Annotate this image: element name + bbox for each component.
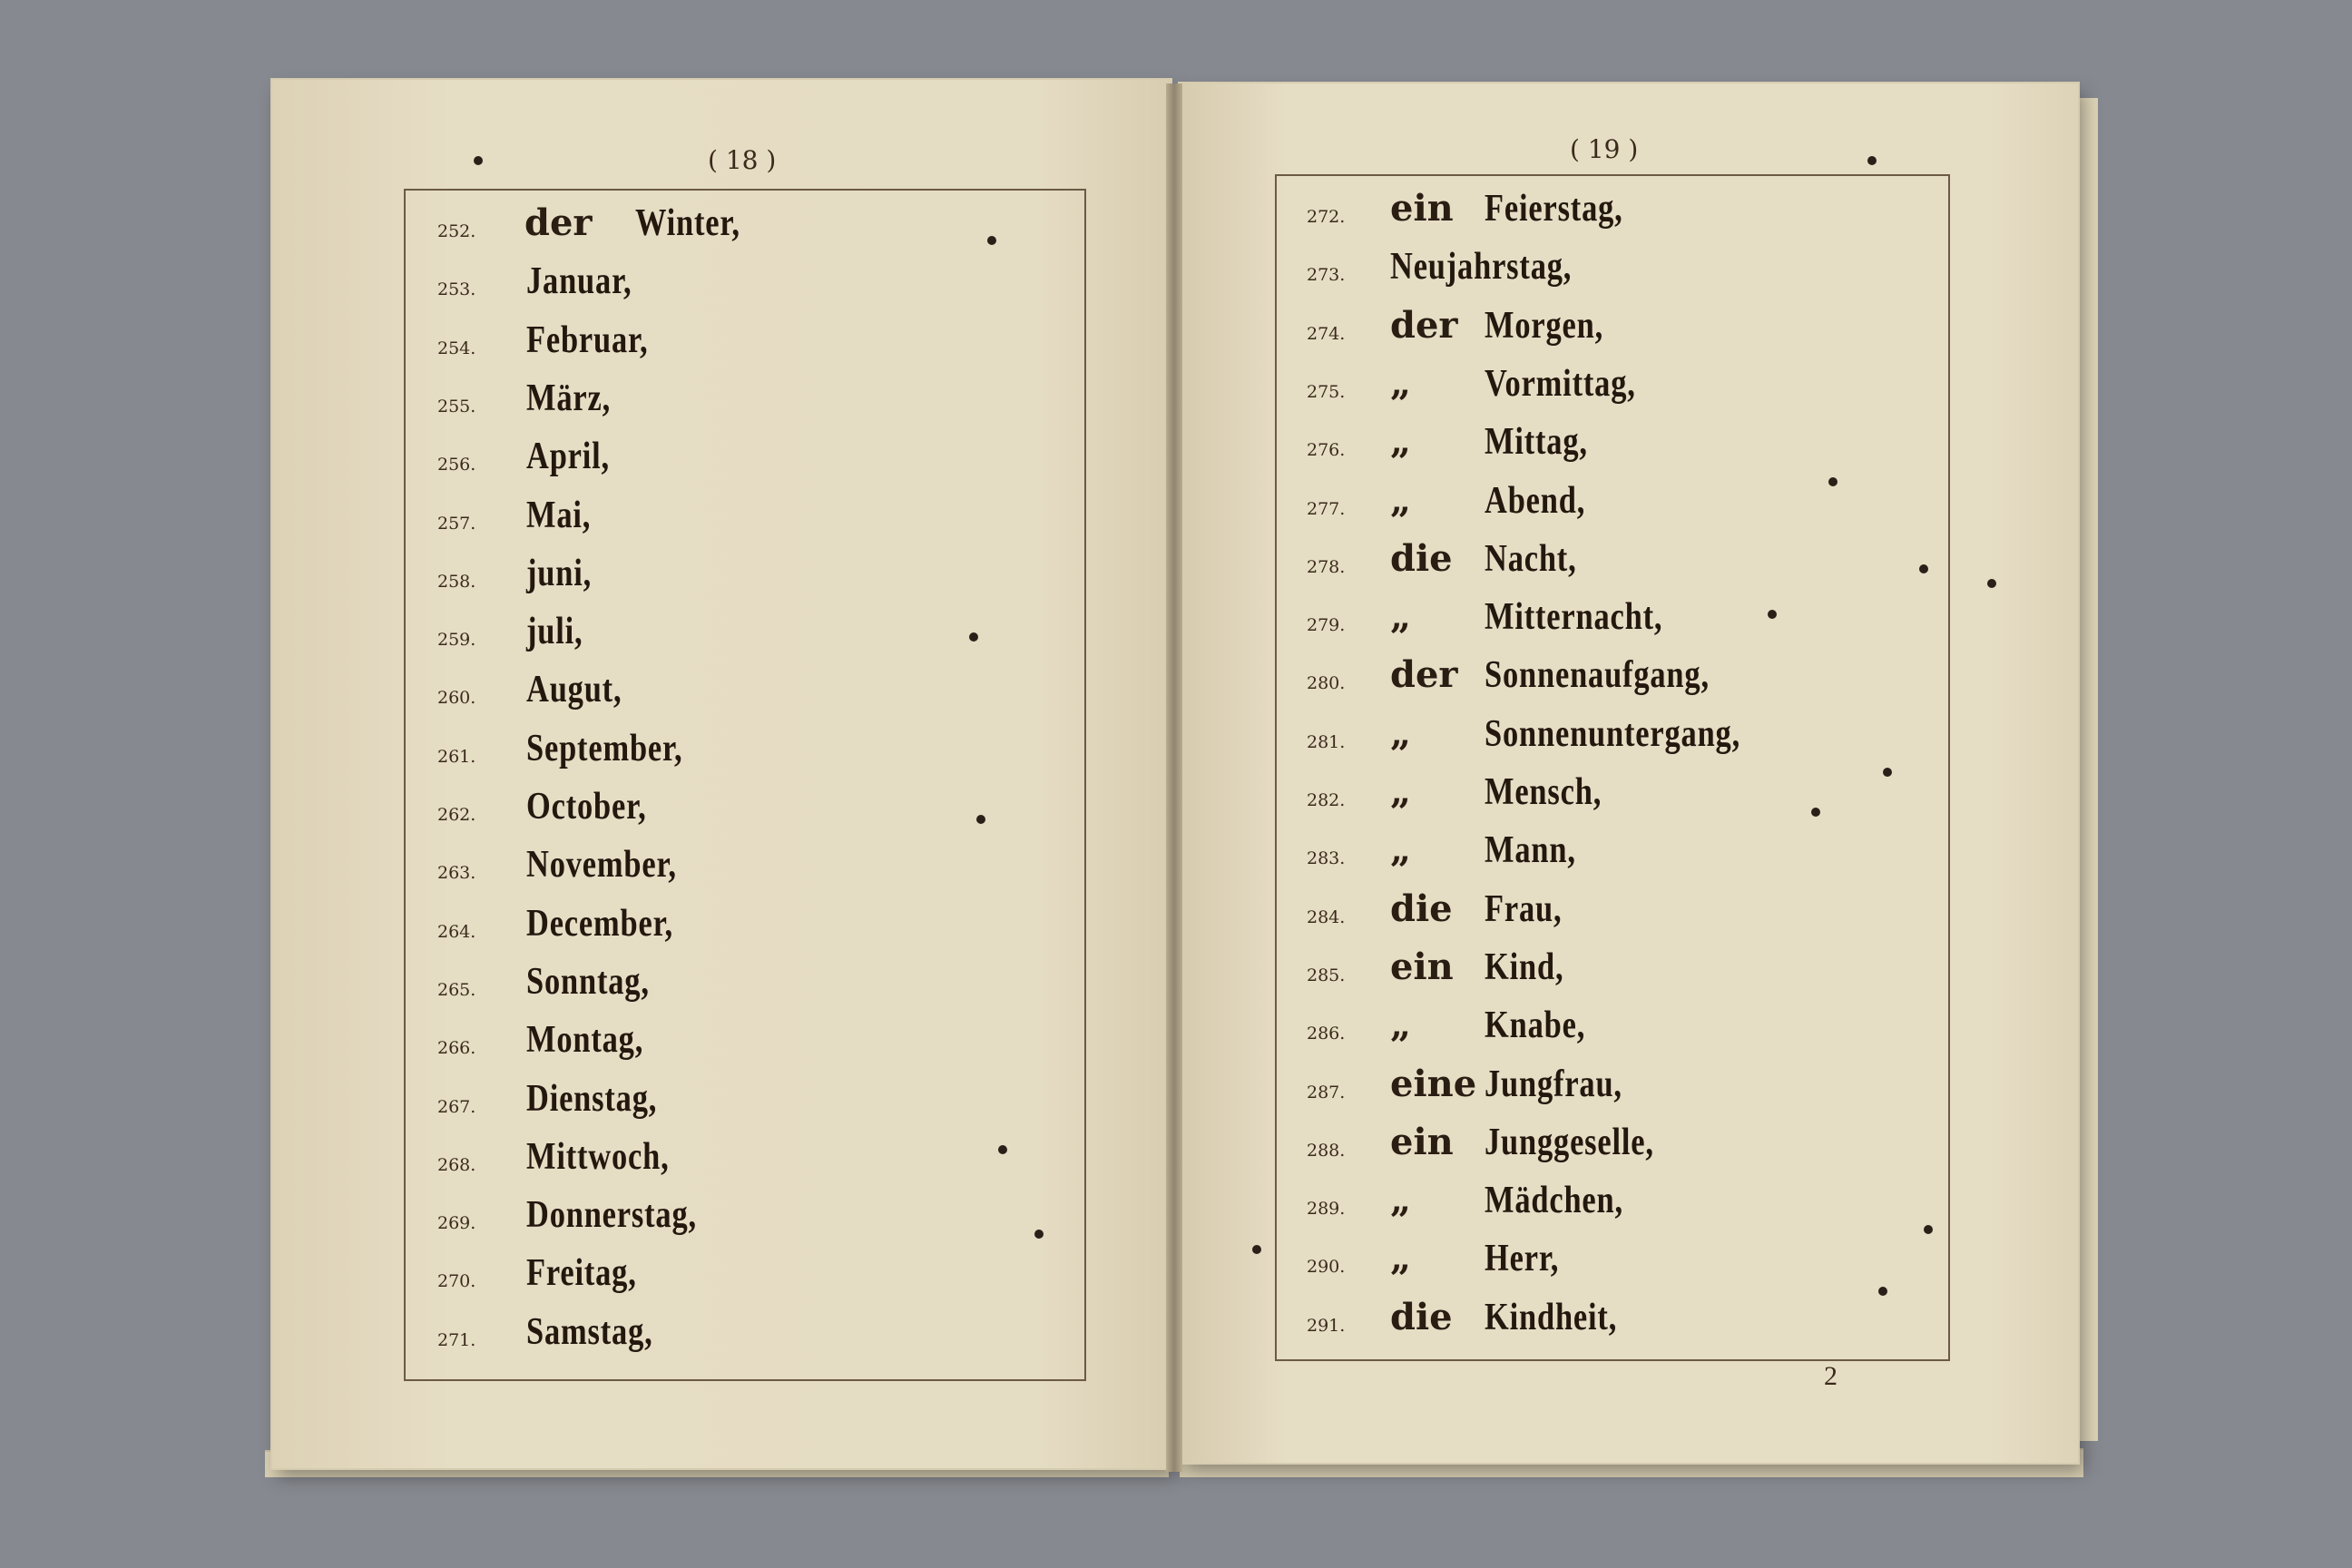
ink-speck [969, 632, 978, 642]
entry-word: Kind, [1485, 946, 1564, 988]
vocabulary-entry [437, 843, 1073, 899]
entry-word: September, [526, 727, 683, 769]
entry-number: 270. [437, 1271, 476, 1292]
entry-article: „ [1390, 361, 1412, 405]
entry-article: die [1390, 887, 1453, 930]
entry-number: 259. [437, 630, 476, 651]
vocabulary-entry [1307, 479, 1942, 535]
entry-number: 289. [1307, 1199, 1346, 1220]
entry-number: 275. [1307, 381, 1346, 402]
vocabulary-entry [1307, 828, 1942, 885]
entry-number: 281. [1307, 731, 1346, 752]
entry-article: „ [1390, 1004, 1412, 1047]
entry-word: Abend, [1485, 479, 1586, 522]
vocabulary-entry [437, 201, 1073, 258]
entry-word: December, [526, 902, 673, 945]
vocabulary-entry [1307, 1237, 1942, 1293]
vocabulary-entry [1307, 653, 1942, 710]
entry-word: Mai, [526, 494, 592, 536]
entry-word: Feierstag, [1485, 188, 1623, 230]
entry-word: Vormittag, [1485, 362, 1636, 405]
vocabulary-entry [1307, 1004, 1942, 1060]
entry-word: Mädchen, [1485, 1180, 1623, 1222]
ink-speck [1867, 156, 1877, 165]
vocabulary-entry [437, 668, 1073, 724]
ink-speck [1883, 768, 1892, 777]
entry-word: Junggeselle, [1485, 1121, 1654, 1163]
vocabulary-entry [1307, 712, 1942, 769]
vocabulary-entry [437, 785, 1073, 841]
vocabulary-entry [437, 1135, 1073, 1191]
vocabulary-entry [437, 1193, 1073, 1250]
entry-article: „ [1390, 1179, 1412, 1222]
entry-number: 287. [1307, 1082, 1346, 1102]
vocabulary-entry [1307, 304, 1942, 360]
ink-speck [1828, 477, 1838, 486]
vocabulary-entry [437, 377, 1073, 433]
entry-article: „ [1390, 828, 1412, 872]
entry-number: 253. [437, 279, 476, 300]
entry-number: 277. [1307, 498, 1346, 519]
book-gutter [1166, 83, 1182, 1472]
entry-word: Sonnenaufgang, [1485, 654, 1710, 697]
vocabulary-entry [437, 552, 1073, 608]
vocabulary-entry [437, 494, 1073, 550]
entry-word: Frau, [1485, 887, 1563, 930]
entry-number: 282. [1307, 790, 1346, 810]
ink-speck [1768, 610, 1777, 619]
entry-number: 255. [437, 396, 476, 416]
entry-article: „ [1390, 478, 1412, 522]
entry-word: Donnerstag, [526, 1194, 697, 1237]
entry-article: „ [1390, 420, 1412, 464]
entry-number: 252. [437, 221, 476, 241]
entry-word: Kindheit, [1485, 1296, 1618, 1338]
vocabulary-entry [1307, 770, 1942, 827]
entry-article: der [524, 201, 593, 244]
entry-word: Jungfrau, [1485, 1063, 1622, 1105]
ink-speck [1878, 1287, 1887, 1296]
signature-mark: 2 [1824, 1361, 1838, 1391]
entry-article: ein [1390, 1120, 1454, 1163]
page-number-left: ( 18 ) [708, 145, 777, 175]
entry-number: 269. [437, 1213, 476, 1234]
entry-word: Mensch, [1485, 771, 1602, 813]
ink-speck [1034, 1230, 1044, 1239]
entry-article: ein [1390, 945, 1454, 988]
entry-number: 265. [437, 979, 476, 1000]
entry-word: October, [526, 786, 647, 828]
entry-number: 262. [437, 805, 476, 825]
entry-word: Februar, [526, 318, 649, 361]
entry-number: 273. [1307, 265, 1346, 286]
entry-number: 278. [1307, 556, 1346, 577]
entry-article: der [1390, 303, 1458, 347]
vocabulary-entry [437, 960, 1073, 1016]
ink-speck [998, 1145, 1007, 1154]
vocabulary-entry [1307, 420, 1942, 476]
entry-number: 264. [437, 921, 476, 942]
entry-number: 260. [437, 688, 476, 709]
entry-word: Morgen, [1485, 304, 1604, 347]
entry-number: 266. [437, 1038, 476, 1059]
vocabulary-entry [1307, 1121, 1942, 1177]
entry-article: „ [1390, 711, 1412, 755]
entry-word: Freitag, [526, 1252, 637, 1295]
entry-number: 279. [1307, 615, 1346, 636]
vocabulary-entry [1307, 1063, 1942, 1119]
entry-word: Dienstag, [526, 1077, 658, 1120]
vocabulary-entry [437, 260, 1073, 316]
entry-number: 268. [437, 1154, 476, 1175]
entry-number: 283. [1307, 848, 1346, 869]
entry-number: 274. [1307, 323, 1346, 344]
ink-speck [987, 236, 996, 245]
entry-word: Nacht, [1485, 537, 1577, 580]
entry-number: 285. [1307, 965, 1346, 985]
entry-number: 272. [1307, 207, 1346, 227]
entry-number: 261. [437, 746, 476, 767]
entry-article: „ [1390, 770, 1412, 813]
ink-speck [1919, 564, 1928, 573]
entry-number: 290. [1307, 1257, 1346, 1278]
entry-word: Knabe, [1485, 1004, 1586, 1047]
entry-word: Januar, [526, 260, 632, 303]
entry-number: 254. [437, 338, 476, 358]
vocabulary-entry [437, 1018, 1073, 1074]
vocabulary-entry [1307, 187, 1942, 243]
entry-number: 271. [437, 1329, 476, 1350]
page-number-right: ( 19 ) [1570, 134, 1639, 164]
entry-article: „ [1390, 1237, 1412, 1280]
vocabulary-entry [1307, 245, 1942, 301]
entry-word: Montag, [526, 1019, 644, 1062]
ink-speck [1924, 1225, 1933, 1234]
vocabulary-entry [1307, 1296, 1942, 1352]
vocabulary-entry [437, 318, 1073, 375]
entry-word: April, [526, 436, 610, 478]
entry-number: 257. [437, 513, 476, 534]
entry-word: November, [526, 844, 677, 887]
entry-number: 288. [1307, 1140, 1346, 1161]
ink-speck [474, 156, 483, 165]
entry-word: Augut, [526, 669, 622, 711]
vocabulary-entry [437, 1251, 1073, 1308]
ink-speck [1987, 579, 1996, 588]
entry-number: 256. [437, 455, 476, 475]
entry-word: juni, [526, 552, 593, 594]
vocabulary-entry [1307, 887, 1942, 944]
entry-word: Mittwoch, [526, 1135, 670, 1178]
vocabulary-entry [1307, 537, 1942, 593]
entry-number: 291. [1307, 1315, 1346, 1336]
entry-article: der [1390, 653, 1458, 697]
entry-number: 258. [437, 571, 476, 592]
entry-number: 267. [437, 1096, 476, 1117]
vocabulary-entry [437, 435, 1073, 491]
entry-word: Mittag, [1485, 421, 1588, 464]
entry-word: Mitternacht, [1485, 596, 1663, 639]
entry-number: 286. [1307, 1024, 1346, 1044]
entry-word: juli, [526, 611, 583, 653]
entry-article: eine [1390, 1062, 1477, 1105]
vocabulary-entry [1307, 362, 1942, 418]
entry-word: Mann, [1485, 829, 1576, 872]
entry-word: Herr, [1485, 1238, 1560, 1280]
entry-word: Sonntag, [526, 960, 650, 1003]
vocabulary-entry [437, 902, 1073, 958]
vocabulary-entry [1307, 946, 1942, 1002]
entry-article: „ [1390, 595, 1412, 639]
entry-article: die [1390, 536, 1453, 580]
entry-word: Neujahrstag, [1390, 246, 1573, 289]
ink-speck [1811, 808, 1820, 817]
vocabulary-entry [1307, 595, 1942, 652]
page-stack-edge-side [2078, 98, 2098, 1441]
entry-number: 280. [1307, 673, 1346, 694]
vocabulary-entry [437, 1310, 1073, 1367]
vocabulary-entry [1307, 1179, 1942, 1235]
entry-number: 276. [1307, 440, 1346, 461]
entry-number: 263. [437, 863, 476, 884]
ink-speck [976, 815, 985, 824]
ink-speck [1252, 1245, 1261, 1254]
vocabulary-entry [437, 1077, 1073, 1133]
entry-article: die [1390, 1295, 1453, 1338]
entry-word: Samstag, [526, 1310, 653, 1353]
vocabulary-entry [437, 727, 1073, 783]
entry-word: Winter, [635, 202, 740, 244]
entry-word: März, [526, 377, 612, 419]
entry-number: 284. [1307, 906, 1346, 927]
entry-article: ein [1390, 187, 1454, 230]
entry-word: Sonnenuntergang, [1485, 712, 1741, 755]
